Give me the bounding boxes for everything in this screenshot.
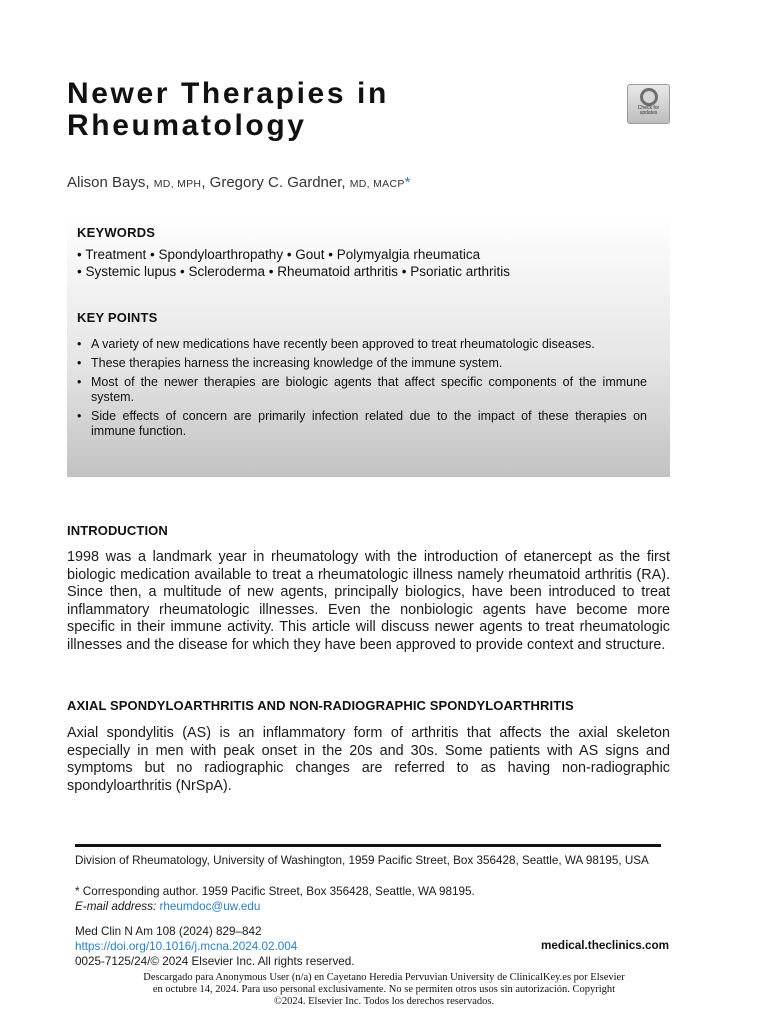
introduction-heading: INTRODUCTION [67, 523, 168, 538]
email-link[interactable]: rheumdoc@uw.edu [159, 900, 261, 913]
affiliation-note: Division of Rheumatology, University of Washington, 1959 Pacific Street, Box 356428, Seattle, WA 98195, USA [75, 854, 649, 867]
key-points-heading: KEY POINTS [77, 310, 158, 325]
introduction-paragraph: 1998 was a landmark year in rheumatology with the introduction of etanercept as the first biologic medication available to treat a rheumatologic illness namely rheumatoid arthritis (RA). Since then, a multitude of new agents, principally biologics, have been introduced to treat inflammatory rheumatologic illnesses. Even the nonbiologic agents have become more specific in their immune activity. This article will discuss newer agents to treat rheumatologic illnesses and the disease for which they have been approved to provide context and structure. [67, 549, 670, 653]
journal-citation: Med Clin N Am 108 (2024) 829–842 [75, 925, 262, 938]
title-line-2: Rheumatology [67, 109, 307, 142]
author-line: Alison Bays, MD, MPH, Gregory C. Gardner, MD, MACP* [67, 174, 411, 191]
download-disclaimer: Descargado para Anonymous User (n/a) en Cayetano Heredia Pervuvian University de ClinicalKey.es por Elsevier en octubre 14, 2024. Para uso personal exclusivamente. No se permiten otros usos sin autorización. Copyright ©2024. Elsevier Inc. Todos los derechos reservados. [143, 972, 625, 1008]
key-point-item: • A variety of new medications have recently been approved to treat rheumatologic diseases. [77, 337, 647, 352]
update-check-icon [640, 88, 658, 106]
key-point-item: • Most of the newer therapies are biologic agents that affect specific components of the immune system. [77, 375, 647, 405]
author-1-degrees: MD, MPH [153, 178, 202, 190]
keywords-heading: KEYWORDS [77, 225, 156, 240]
article-title [67, 78, 467, 142]
keywords-line-2: • Systemic lupus • Scleroderma • Rheumatoid arthritis • Psoriatic arthritis [77, 264, 511, 279]
badge-label-2: updates [639, 110, 658, 116]
keywords-line-1: • Treatment • Spondyloarthropathy • Gout • Polymyalgia rheumatica [77, 247, 481, 262]
author-2-degrees: MD, MACP [349, 178, 405, 190]
axial-spa-paragraph: Axial spondylitis (AS) is an inflammatory form of arthritis that affects the axial skeleton especially in men with peak onset in the 20s and 30s. Some patients with AS signs and symptoms but no radiographic changes are referred to as having non-radiographic spondyloarthritis (NrSpA). [67, 725, 670, 794]
keywords-keypoints-box [67, 213, 670, 477]
author-2-name: Gregory C. Gardner, [209, 174, 346, 191]
key-point-item: • These therapies harness the increasing knowledge of the immune system. [77, 356, 647, 371]
email-label: E-mail address: [75, 900, 157, 913]
email-line [75, 899, 670, 914]
corresponding-author-note: * Corresponding author. 1959 Pacific Street, Box 356428, Seattle, WA 98195. [75, 885, 475, 898]
corresponding-author-marker[interactable]: * [404, 174, 411, 191]
journal-website[interactable]: medical.theclinics.com [541, 939, 669, 952]
copyright-line: 0025-7125/24/© 2024 Elsevier Inc. All rights reserved. [75, 955, 355, 968]
author-1-name: Alison Bays, [67, 174, 150, 191]
title-line-1: Newer Therapies in [67, 77, 389, 110]
key-point-item: • Side effects of concern are primarily infection related due to the impact of these therapies on immune function. [77, 409, 647, 439]
key-points-list [77, 337, 647, 443]
doi-link[interactable]: https://doi.org/10.1016/j.mcna.2024.02.004 [75, 940, 298, 953]
check-for-updates-badge[interactable] [627, 84, 670, 124]
axial-spa-heading: AXIAL SPONDYLOARTHRITIS AND NON-RADIOGRAPHIC SPONDYLOARTHRITIS [67, 698, 574, 713]
footnote-divider [75, 844, 661, 847]
badge-label-1: Check for [637, 105, 660, 111]
